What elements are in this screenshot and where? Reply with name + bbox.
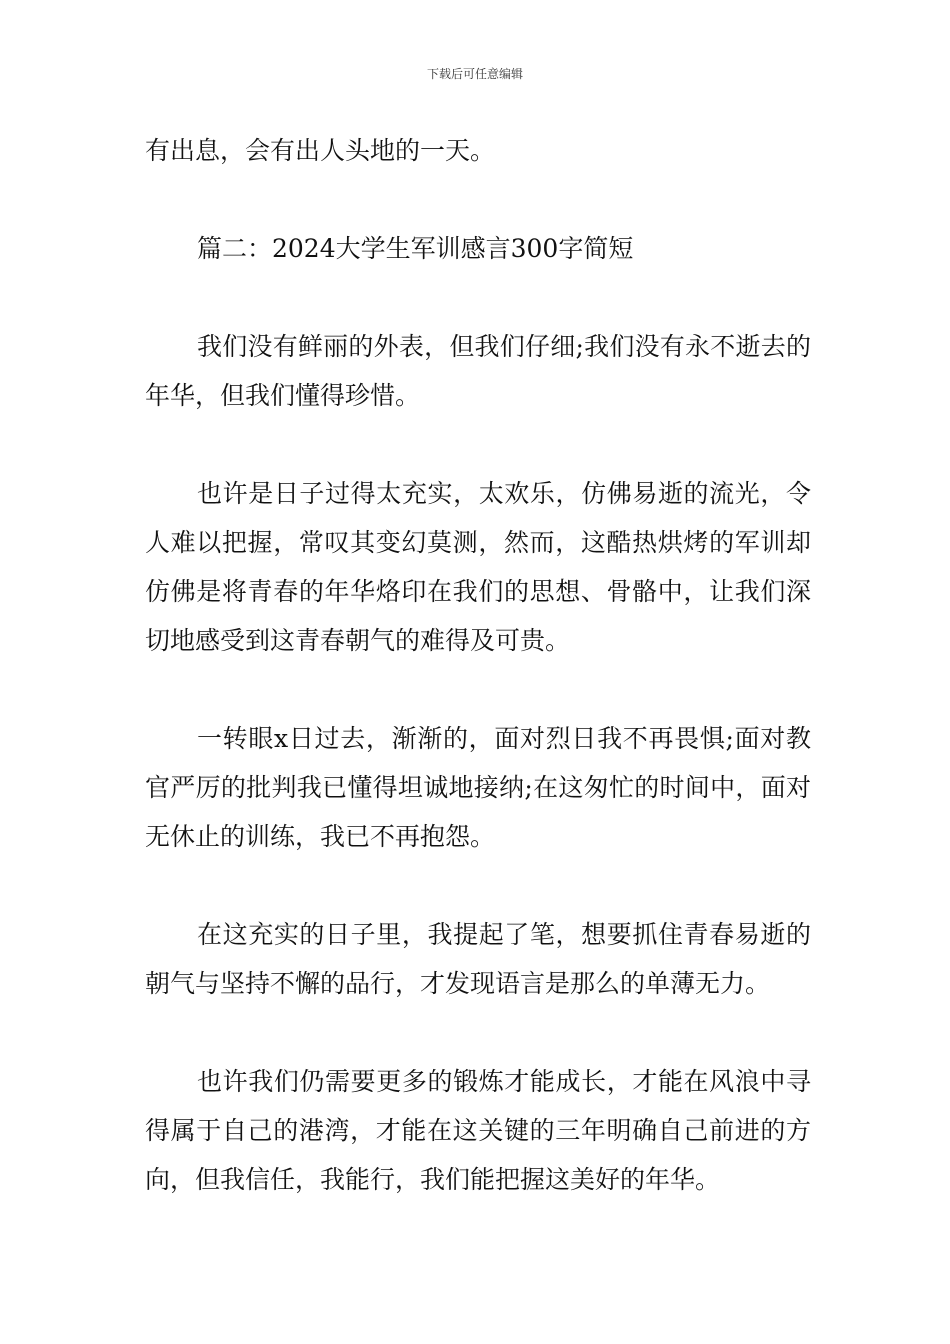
paragraph: 也许我们仍需要更多的锻炼才能成长，才能在风浪中寻得属于自己的港湾，才能在这关键的三年明确自己前进的方向，但我信任，我能行，我们能把握这美好的年华。	[145, 1067, 811, 1194]
page-header: 下载后可任意编辑	[426, 67, 523, 81]
paragraph: 在这充实的日子里，我提起了笔，想要抓住青春易逝的朝气与坚持不懈的品行，才发现语言是那么的单薄无力。	[145, 920, 811, 998]
section-heading: 篇二：2024大学生军训感言300字简短	[197, 234, 634, 263]
paragraph: 一转眼x日过去，渐渐的，面对烈日我不再畏惧;面对教官严厉的批判我已懂得坦诚地接纳;在这匆忙的时间中，面对无休止的训练，我已不再抱怨。	[145, 724, 811, 851]
paragraph: 我们没有鲜丽的外表，但我们仔细;我们没有永不逝去的年华，但我们懂得珍惜。	[145, 332, 811, 410]
document-body	[145, 126, 811, 1253]
paragraph-continuation: 有出息，会有出人头地的一天。	[145, 136, 496, 165]
paragraph: 也许是日子过得太充实，太欢乐，仿佛易逝的流光，令人难以把握，常叹其变幻莫测，然而，这酷热烘烤的军训却仿佛是将青春的年华烙印在我们的思想、骨骼中，让我们深切地感受到这青春朝气的难得及可贵。	[145, 479, 811, 655]
